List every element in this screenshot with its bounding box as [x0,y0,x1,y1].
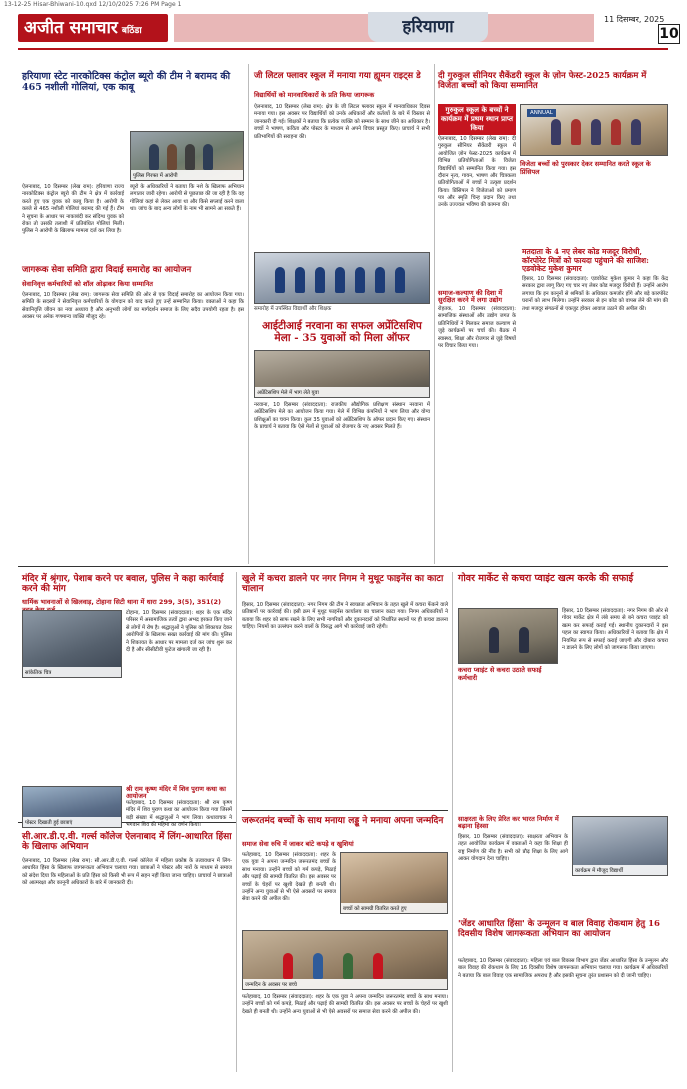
story1-photo [130,131,244,181]
edition-date: 11 दिसम्बर, 2025 [604,15,665,24]
story13-photo-2 [242,930,448,990]
child-figure [283,953,293,979]
story15-body: फतेहाबाद, 10 दिसम्बर (संवाददाता): महिला एवं बाल विकास विभाग द्वारा जेंडर आधारित हिंसा के उन्मूलन और बाल विवाह की रोकथाम के लिए 16 दिवसीय विशेष जागरूकता अभियान चलाया गया। कार्यक्रम में अधिकारियों ने बताया कि बाल विवाह एक सामाजिक अपराध है और इसकी सूचना तुरंत प्रशासन को दी जानी चाहिए। [458,958,668,979]
masthead [18,12,678,46]
student-figure [395,267,405,293]
student-figure [611,119,621,145]
worker-figure [519,627,529,653]
person-figure [185,144,195,170]
story14-photo-caption: कार्यक्रम में मौजूद विद्यार्थी [573,865,667,875]
story8-photo [22,610,122,678]
column-divider [452,572,453,1072]
story13-body: फतेहाबाद, 10 दिसम्बर (संवाददाता): शहर के एक युवा ने अपना जन्मदिन जरूरतमंद बच्चों के साथ मनाया। उन्होंने बच्चों को गर्म कपड़े, मिठाई और पढ़ाई की सामग्री वितरित की। इस अवसर पर बच्चों के चेहरों पर खुशी देखते ही बनती थी। उन्होंने अन्य युवाओं से भी ऐसे अवसरों पर समाज सेवा करने की अपील की। [242,852,336,903]
story13-subhead: समाज सेवा रुचि में जाकर बांटे कपड़े व खुशियां [242,840,354,848]
column-divider [434,64,435,564]
story3-headline: दी गुरुकुल सीनियर सैकेंडरी स्कूल के ज़ोन फेस्ट-2025 कार्यक्रम में विजेता बच्चों को किया सम्मानित [438,71,647,91]
column-divider [248,64,249,564]
story8-photo-caption: सांकेतिक चित्र [23,667,121,677]
story9-body: हिसार, 10 दिसम्बर (संवाददाता): नगर निगम की टीम ने स्वच्छता अभियान के तहत खुले में कचरा फेंकने वाले प्रतिष्ठानों पर कार्रवाई की। इसी क्रम में मुथूट फाइनेंस कार्यालय का चालान काटा गया। निगम अधिकारियों ने बताया कि शहर को साफ रखने के लिए सभी नागरिकों और दुकानदारों को निर्धारित स्थानों पर ही कचरा डालना चाहिए। नियमों का उल्लंघन करने वालों के विरुद्ध आगे भी कार्रवाई जारी रहेगी। [242,602,448,631]
story11-photo-caption: पोस्टर दिखाती हुई छात्राएं [23,817,121,827]
edition-name: बठिंडा [121,26,142,36]
story11-body: ऐलनाबाद, 10 दिसम्बर (लेख राम): सी.आर.डी.ए.वी. गर्ल्स कॉलेज में महिला प्रकोष्ठ के तत्वावधान में लिंग-आधारित हिंसा के खिलाफ जागरूकता अभियान चलाया गया। छात्राओं ने पोस्टर और नारों के माध्यम से समाज को संदेश दिया कि महिलाओं के प्रति हिंसा को किसी भी रूप में सहन नहीं किया जाना चाहिए। प्राचार्या ने छात्राओं को आत्मरक्षा और कानूनी अधिकारों के बारे में जानकारी दी। [22,858,232,887]
story7-headline: मतदाता के 4 नए लेबर कोड मजदूर विरोधी, कॉरपोरेट मित्रों को फायदा पहुंचाने की साजिश: एडवोकेट मुकेश कुमार [522,247,649,274]
story14-photo [572,816,668,876]
person-figure [149,144,159,170]
story11-headline: सी.आर.डी.ए.वी. गर्ल्स कॉलेज ऐलनाबाद में लिंग-आधारित हिंसा के खिलाफ अभियान [22,832,232,853]
story5-photo [254,350,430,398]
story4-body: ऐलनाबाद, 10 दिसम्बर (लेख राम): जागरूक सेवा समिति की ओर से एक विदाई समारोह का आयोजन किया गया। समिति के सदस्यों ने सेवानिवृत्त कर्मचारियों के योगदान को याद करते हुए उन्हें सम्मानित किया। वक्ताओं ने कहा कि सेवानिवृत्ति जीवन का नया अध्याय है और अनुभवी लोगों का मार्गदर्शन समाज के लिए सदैव उपयोगी रहता है। इस अवसर पर अनेक गणमान्य व्यक्ति मौजूद रहे। [22,292,244,321]
student-figure [551,119,561,145]
story2-photo-caption: समारोह में उपस्थित विद्यार्थी और शिक्षक [254,306,332,312]
story2-headline: जी लिटल फ्लावर स्कूल में मनाया गया ह्यूमन राइट्स डे [254,71,421,81]
child-figure [313,953,323,979]
story5-body: नरवाना, 10 दिसम्बर (संवाददाता): राजकीय औद्योगिक प्रशिक्षण संस्थान नरवाना में अप्रेंटिसशिप मेले का आयोजन किया गया। मेले में विभिन्न कंपनियों ने भाग लिया और योग्य प्रशिक्षुओं का चयन किया। कुल 35 युवाओं को अप्रेंटिसशिप के ऑफर प्रदान किए गए। संस्थान के प्राचार्य ने बताया कि ऐसे मेलों से युवाओं को रोजगार के नए अवसर मिलते हैं। [254,402,430,431]
story7-body: हिसार, 10 दिसम्बर (संवाददाता): एडवोकेट मुकेश कुमार ने कहा कि केंद्र सरकार द्वारा लागू किए गए चार नए लेबर कोड मजदूर विरोधी हैं। उन्होंने आरोप लगाया कि इन कानूनों से श्रमिकों के अधिकार कमजोर होंगे और बड़े कारपोरेट घरानों को लाभ मिलेगा। उन्होंने सरकार से इन कोड को वापस लेने की मांग की तथा मजदूर संगठनों से एकजुट होकर आवाज उठाने की अपील की। [522,276,668,312]
story6-body: रोहतक, 10 दिसम्बर (संवाददाता): सामाजिक संस्थाओं और उद्योग जगत के प्रतिनिधियों ने मिलकर समाज कल्याण से जुड़े कार्यक्रमों पर चर्चा की। बैठक में स्वास्थ्य, शिक्षा और रोजगार से जुड़े विषयों पर विचार किया गया। [438,306,516,349]
story1-photo-caption: पुलिस गिरफ्त में आरोपी [131,170,243,180]
section-title: हरियाणा [368,12,488,42]
child-figure [343,953,353,979]
story12-headline: श्री राम कृष्ण मंदिर में शिव पुराण कथा का आयोजन [126,785,226,801]
story13-body-cont: फतेहाबाद, 10 दिसम्बर (संवाददाता): शहर के एक युवा ने अपना जन्मदिन जरूरतमंद बच्चों के साथ मनाया। उन्होंने बच्चों को गर्म कपड़े, मिठाई और पढ़ाई की सामग्री वितरित की। इस अवसर पर बच्चों के चेहरों पर खुशी देखते ही बनती थी। उन्होंने अन्य युवाओं से भी ऐसे अवसरों पर समाज सेवा करने की अपील की। [242,994,448,1015]
student-figure [375,267,385,293]
student-figure [295,267,305,293]
brand-title: अजीत समाचार [24,18,118,38]
story10-photo [458,608,558,664]
story3-photo [520,104,668,156]
student-figure [571,119,581,145]
student-figure [315,267,325,293]
story9-headline: खुले में कचरा डालने पर नगर निगम ने मुथूट फाइनेंस का काटा चालान [242,574,444,595]
story11-photo [22,786,122,828]
story1-body-col2: ब्यूरो के अधिकारियों ने बताया कि नशे के खिलाफ अभियान लगातार जारी रहेगा। आरोपी से पूछताछ की जा रही है कि वह गोलियां कहां से लेकर आया था और किसे सप्लाई करने वाला था। जांच के बाद अन्य लोगों के नाम भी सामने आ सकते हैं। [130,184,244,213]
story3-body: ऐलनाबाद, 10 दिसम्बर (लेख राम): दी गुरुकुल सीनियर सैकेंडरी स्कूल में आयोजित ज़ोन फेस्ट-2025 कार्यक्रम में विभिन्न प्रतियोगिताओं के विजेता विद्यार्थियों को सम्मानित किया गया। इस दौरान नृत्य, गायन, भाषण और चित्रकला प्रतियोगिताओं में बच्चों ने उत्कृष्ट प्रदर्शन किया। प्रिंसिपल ने विजेताओं को प्रमाण पत्र और स्मृति चिन्ह प्रदान किए तथा उनके उज्ज्वल भविष्य की कामना की। [438,136,516,209]
story14-headline: साक्षरता के लिए प्रेरित कर भारत निर्माण में बढ़ाना हिस्सा [458,815,559,831]
student-figure [355,267,365,293]
story8-headline: मंदिर में श्रृंगार, पेशाब करने पर बवाल, पुलिस ने कहा कार्रवाई करने की मांग [22,574,224,595]
header-rule [18,48,668,50]
student-figure [335,267,345,293]
story4-subhead: सेवानिवृत्त कर्मचारियों को शॉल ओढ़ाकर किया सम्मानित [22,280,154,288]
story5-headline: आईटीआई नरवाना का सफल अप्रेंटिसशिप मेला - 35 युवाओं को मिला ऑफर [262,320,422,345]
story12-body: फतेहाबाद, 10 दिसम्बर (संवाददाता): श्री राम कृष्ण मंदिर में शिव पुराण कथा का आयोजन किया गया जिसमें बड़ी संख्या में श्रद्धालुओं ने भाग लिया। कथावाचक ने भगवान शिव की महिमा का वर्णन किया। [126,800,232,829]
newspaper-brand [18,14,168,42]
person-figure [203,144,213,170]
student-figure [591,119,601,145]
section-divider [242,810,448,811]
story8-body: टोहाना, 10 दिसम्बर (संवाददाता): शहर के एक मंदिर परिसर में असामाजिक तत्वों द्वारा अभद्र हरकत किए जाने से लोगों में रोष है। श्रद्धालुओं ने पुलिस को शिकायत देकर आरोपियों के खिलाफ सख्त कार्रवाई की मांग की। पुलिस ने शिकायत के आधार पर मामला दर्ज कर जांच शुरू कर दी है और सीसीटीवी फुटेज खंगाली जा रही है। [126,610,232,653]
page-number: 10 [659,26,679,42]
story13-photo-1 [340,852,448,914]
story10-body: हिसार, 10 दिसम्बर (संवाददाता): नगर निगम की ओर से गोवर मार्केट क्षेत्र में लंबे समय से बने कचरा प्वाइंट को खत्म कर सफाई कराई गई। स्थानीय दुकानदारों ने इस पहल का स्वागत किया। अधिकारियों ने बताया कि क्षेत्र में नियमित रूप से सफाई कराई जाएगी और दोबारा कचरा न डालने के लिए लोगों को जागरूक किया जाएगा। [562,608,668,651]
story4-headline: जागरूक सेवा समिति द्वारा विदाई समारोह का आयोजन [22,265,192,275]
section-divider [18,566,668,567]
annual-banner: ANNUAL [527,109,556,117]
story1-body-col1: ऐलनाबाद, 10 दिसम्बर (लेख राम): हरियाणा राज्य नारकोटिक्स कंट्रोल ब्यूरो की टीम ने क्षेत्र में कार्रवाई करते हुए एक युवक को काबू किया है। आरोपी के कब्जे से 465 नशीली गोलियां बरामद की गई हैं। टीम ने सूचना के आधार पर नाकाबंदी कर संदिग्ध युवक को रोका तो उसकी तलाशी में प्रतिबंधित गोलियां मिलीं। पुलिस ने आरोपी के खिलाफ मामला दर्ज कर लिया है। [22,184,124,235]
story2-subhead: विद्यार्थियों को मानवाधिकारों के प्रति किया जागरूक [254,91,375,99]
story15-headline: 'जेंडर आधारित हिंसा' के उन्मूलन व बाल विवाह रोकथाम हेतु 16 दिवसीय विशेष जागरूकता अभियान का आयोजन [458,919,660,939]
story10-headline: गोवर मार्केट से कचरा प्वाइंट खत्म करके की सफाई [458,573,634,584]
column-divider [236,572,237,1072]
story8-subhead: धार्मिक भावनाओं से खिलवाड़, टोहाना सिटी थाना में धारा 299, 3(5), 351(2) [22,598,221,606]
student-figure [275,267,285,293]
story3-highlight-box: गुरुकुल स्कूल के बच्चों ने कार्यक्रम में प्रथम स्थान प्राप्त किया [438,104,516,135]
child-figure [373,953,383,979]
worker-figure [489,627,499,653]
story2-photo [254,252,430,304]
story2-body: ऐलनाबाद, 10 दिसम्बर (लेख राम): क्षेत्र के जी लिटल फ्लावर स्कूल में मानवाधिकार दिवस मनाया गया। इस अवसर पर विद्यार्थियों को उनके अधिकारों और कर्तव्यों के बारे में विस्तार से जानकारी दी गई। शिक्षकों ने बताया कि प्रत्येक व्यक्ति को सम्मान के साथ जीने का अधिकार है। बच्चों ने भाषण, कविता और पोस्टर के माध्यम से अपने विचार प्रस्तुत किए। प्राचार्य ने सभी प्रतिभागियों की सराहना की। [254,104,430,140]
story13-photo2-caption: जन्मदिन के अवसर पर बच्चे [243,979,447,989]
story13-headline: जरूरतमंद बच्चों के साथ मनाया लड्डू ने मनाया अपना जन्मदिन [242,816,444,826]
story14-body: हिसार, 10 दिसम्बर (संवाददाता): साक्षरता अभियान के तहत आयोजित कार्यक्रम में वक्ताओं ने कहा कि शिक्षा ही राष्ट्र निर्माण की नींव है। सभी को प्रौढ़ शिक्षा के लिए आगे आकर योगदान देना चाहिए। [458,834,568,863]
story3-photo-caption: विजेता बच्चों को पुरस्कार देकर सम्मानित करते स्कूल के प्रिंसिपल [520,160,651,177]
student-figure [631,119,641,145]
story13-photo1-caption: बच्चों को सामग्री वितरित करते हुए [341,903,447,913]
story6-headline: समाज-कल्याण की दिशा में सुरक्षित करने में लगा उद्योग [438,289,503,305]
story1-headline: हरियाणा स्टेट नारकोटिक्स कंट्रोल ब्यूरो की टीम ने बरामद की 465 नशीली गोलियां, एक काबू [22,71,231,93]
story5-photo-caption: अप्रेंटिसशिप मेले में भाग लेते युवा [255,387,429,397]
person-figure [167,144,177,170]
file-info-bar: 13-12-25 Hisar-Bhiwani-10.qxd 12/10/2025 7:26 PM Page 1 [4,1,182,8]
story10-photo-caption: कचरा प्वाइंट से कचरा उठाते सफाई कर्मचारी [458,666,542,683]
